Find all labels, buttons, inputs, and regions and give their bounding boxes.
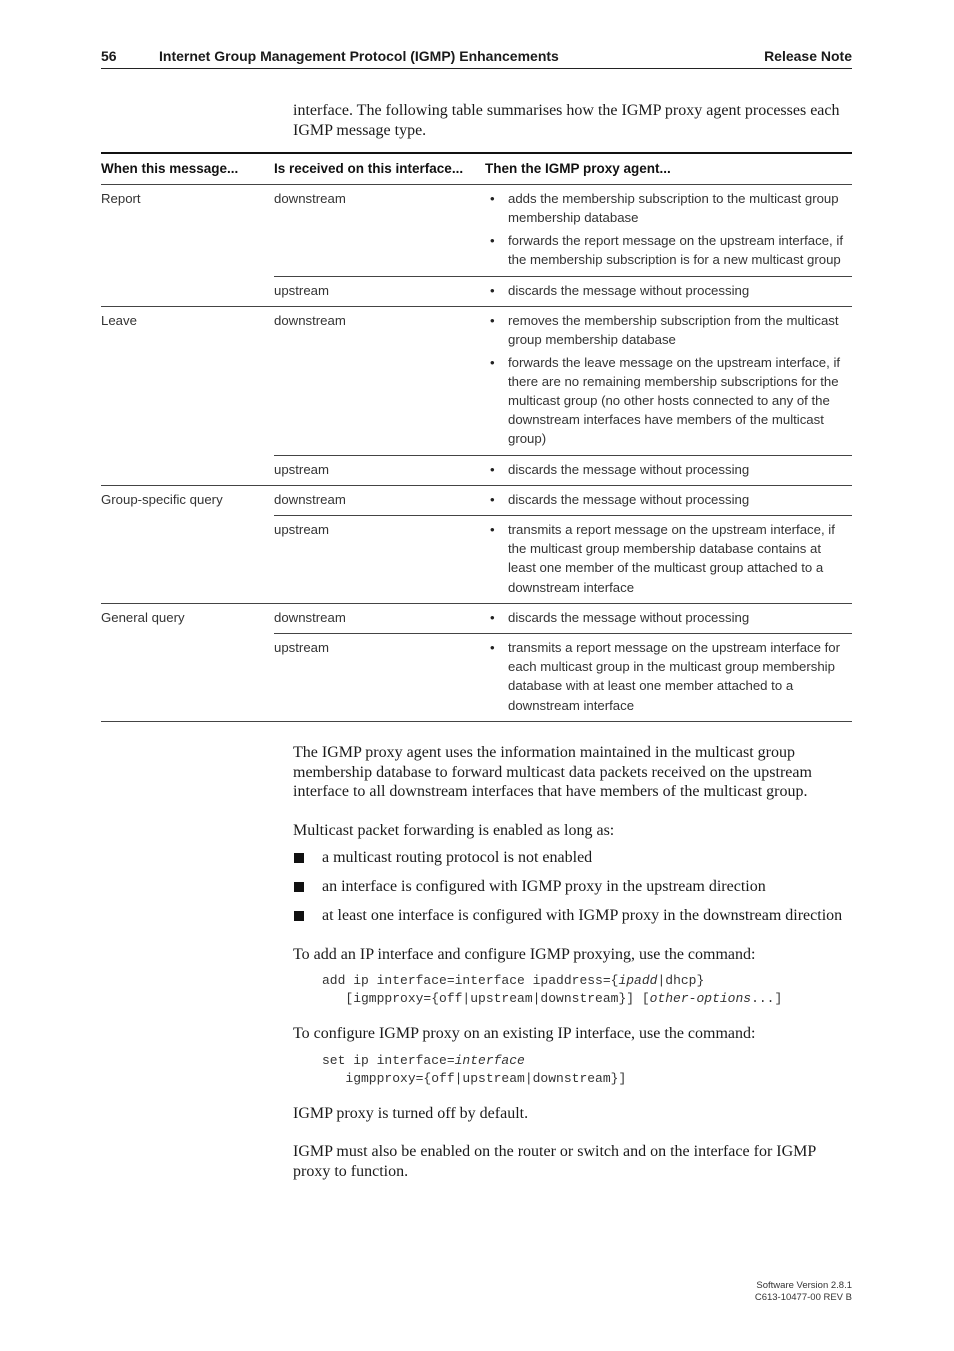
table-row <box>101 185 852 276</box>
message-cell: General query <box>101 603 274 633</box>
interface-cell: downstream <box>274 485 485 515</box>
code-text: |dhcp} <box>657 973 705 988</box>
paragraph: To configure IGMP proxy on an existing IP interface, use the command: <box>293 1025 756 1042</box>
code-param: other-options <box>649 991 752 1006</box>
header-title: Internet Group Management Protocol (IGMP) Enhancements <box>159 48 559 64</box>
list-item: • adds the membership subscription to the multicast group membership database <box>485 189 852 227</box>
interface-cell: upstream <box>274 634 485 722</box>
page-header <box>101 48 852 69</box>
igmp-proxy-table <box>101 152 852 722</box>
table-header-row <box>101 153 852 185</box>
message-cell <box>101 516 274 604</box>
page-footer <box>755 1280 852 1304</box>
list-item: • discards the message without processing <box>485 460 852 479</box>
code-param: interface <box>454 1052 525 1068</box>
page-number: 56 <box>101 48 117 64</box>
list-item: • removes the membership subscription from the multicast group membership database <box>485 311 852 349</box>
code-text: ...] <box>751 991 783 1006</box>
table-row <box>101 603 852 633</box>
paragraph: The IGMP proxy agent uses the information maintained in the multicast group membership database to forward multicast data packets received on the upstream interface to all downstream interfaces that have members of the multicast group. <box>293 744 812 800</box>
message-cell: Group-specific query <box>101 485 274 515</box>
list-item: • forwards the report message on the upstream interface, if the membership subscription is for a new multicast group <box>485 231 852 269</box>
message-cell <box>101 276 274 306</box>
software-version: Software Version 2.8.1 <box>756 1280 852 1291</box>
list-item: • transmits a report message on the upstream interface, if the multicast group membership database contains at least one member of the multicast group attached to a downstream interface <box>485 520 852 597</box>
column-header-action: Then the IGMP proxy agent... <box>485 153 852 185</box>
code-text: add ip interface=interface ipaddress={ <box>322 973 619 988</box>
list-item: • discards the message without processing <box>485 608 852 627</box>
doc-type: Release Note <box>764 48 852 64</box>
message-cell <box>101 634 274 722</box>
message-cell: Leave <box>101 306 274 455</box>
table-row <box>101 455 852 485</box>
table-row <box>101 485 852 515</box>
interface-cell: downstream <box>274 306 485 455</box>
code-text: set ip interface= <box>322 1052 455 1068</box>
interface-cell: upstream <box>274 516 485 604</box>
list-item: a multicast routing protocol is not enabled <box>293 848 853 868</box>
command-block-add <box>322 972 853 1008</box>
action-cell <box>485 276 852 306</box>
interface-cell: upstream <box>274 276 485 306</box>
message-cell: Report <box>101 191 141 207</box>
action-cell <box>485 603 852 633</box>
code-text: [igmpproxy={off|upstream|downstream}] [ <box>322 991 650 1006</box>
interface-cell: downstream <box>274 191 346 207</box>
interface-cell: upstream <box>274 455 485 485</box>
table-row <box>101 276 852 306</box>
paragraph: IGMP must also be enabled on the router or switch and on the interface for IGMP proxy to function. <box>293 1143 816 1180</box>
list-item: • forwards the leave message on the upstream interface, if there are no remaining membership subscriptions for the multicast group (no other hosts connected to any of the downstream interfaces have members of the multicast group) <box>485 353 852 449</box>
message-cell <box>101 455 274 485</box>
action-cell <box>485 455 852 485</box>
code-text: igmpproxy={off|upstream|downstream}] <box>322 1070 627 1086</box>
paragraph: Multicast packet forwarding is enabled as long as: <box>293 821 615 839</box>
column-header-message: When this message... <box>101 153 274 185</box>
conditions-list <box>293 848 853 926</box>
table-row <box>101 516 852 604</box>
paragraph: To add an IP interface and configure IGMP proxying, use the command: <box>293 945 756 963</box>
table-row <box>101 306 852 455</box>
column-header-interface: Is received on this interface... <box>274 153 485 185</box>
action-cell <box>485 516 852 604</box>
document-code: C613-10477-00 REV B <box>754 1292 852 1303</box>
list-item: • transmits a report message on the upstream interface for each multicast group in the multicast group membership database with at least one member attached to a downstream interface <box>485 638 852 715</box>
action-cell <box>485 306 852 455</box>
command-block-set <box>322 1052 853 1088</box>
intro-paragraph: interface. The following table summarises how the IGMP proxy agent processes each IGMP message type. <box>293 102 840 139</box>
body-section <box>293 743 853 1200</box>
table-row <box>101 634 852 722</box>
action-cell <box>485 185 852 276</box>
list-item: at least one interface is configured with IGMP proxy in the downstream direction <box>293 906 853 926</box>
action-cell <box>485 485 852 515</box>
action-cell <box>485 634 852 722</box>
list-item: • discards the message without processing <box>485 490 852 509</box>
interface-cell: downstream <box>274 603 485 633</box>
paragraph: IGMP proxy is turned off by default. <box>293 1104 529 1122</box>
list-item: an interface is configured with IGMP proxy in the upstream direction <box>293 877 853 897</box>
list-item: • discards the message without processing <box>485 281 852 300</box>
code-param: ipadd <box>618 973 658 988</box>
